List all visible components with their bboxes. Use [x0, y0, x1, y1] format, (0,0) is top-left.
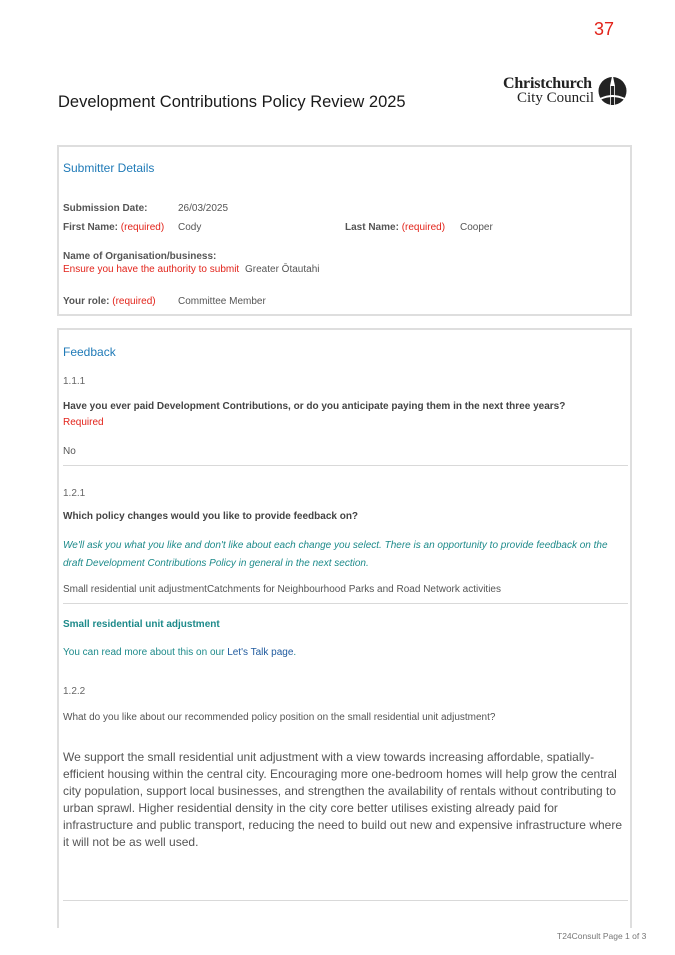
organisation-value: Greater Ōtautahi: [245, 264, 320, 275]
role-label: [63, 295, 156, 308]
cathedral-icon: [597, 74, 628, 106]
page-number: 37: [594, 19, 615, 39]
organisation-authority-note: Ensure you have the authority to submit: [63, 264, 240, 275]
question-number-1-1-1: 1.1.1: [63, 376, 86, 387]
answer-1-2-1: Small residential unit adjustmentCatchments for Neighbourhood Parks and Road Network activities: [63, 584, 501, 595]
question-1-2-1: Which policy changes would you like to provide feedback on?: [63, 511, 359, 522]
answer-1-1-1: No: [63, 446, 76, 457]
role-required: (required): [112, 296, 156, 307]
logo-line1: Christchurch: [503, 75, 592, 92]
page-footer: T24Consult Page 1 of 3: [557, 931, 647, 941]
question-1-2-1-note: We'll ask you what you like and don't like about each change you select. There is an opportunity to provide feedback on the draft Development Contributions Policy in general in the next section.: [63, 540, 608, 569]
question-1-1-1-required: Required: [63, 417, 104, 428]
first-name-label: [63, 221, 164, 234]
read-more-prefix: You can read more about this on our: [63, 647, 228, 658]
lets-talk-link[interactable]: Let's Talk page: [227, 647, 294, 658]
question-number-1-2-1: 1.2.1: [63, 488, 86, 499]
question-1-2-2: What do you like about our recommended policy position on the small residential unit adjustment?: [63, 712, 496, 723]
divider: [63, 603, 628, 604]
read-more-text: [63, 646, 296, 659]
feedback-heading: Feedback: [63, 345, 116, 359]
last-name-label-text: Last Name:: [345, 222, 399, 233]
question-1-1-1: Have you ever paid Development Contributions, or do you anticipate paying them in the next three years?: [63, 401, 566, 412]
divider: [63, 465, 628, 466]
read-more-suffix: .: [293, 647, 297, 658]
last-name-value: Cooper: [460, 222, 493, 233]
document-title: Development Contributions Policy Review 2025: [58, 93, 406, 111]
council-logo: [503, 73, 629, 109]
submission-date-label: Submission Date:: [63, 203, 148, 214]
first-name-label-text: First Name:: [63, 222, 119, 233]
feedback-panel: [57, 328, 632, 928]
answer-1-2-2: We support the small residential unit adjustment with a view towards increasing affordable, spatially-efficient housing within the central city. Encouraging more one-bedroom homes will help grow the central city population, support local businesses, and strengthen the availability of rentals without contributing to urban sprawl. Higher residential density in the city core better utilises existing already paid for infrastructure and public transport, reducing the need to build out new and expensive infrastructure where it will not be as well used.: [63, 750, 622, 849]
role-value: Committee Member: [178, 296, 266, 307]
divider: [63, 900, 628, 901]
submitter-details-panel: [57, 145, 632, 316]
last-name-required: (required): [401, 222, 446, 233]
last-name-label: [345, 221, 445, 234]
role-label-text: Your role:: [63, 296, 110, 307]
organisation-label: Name of Organisation/business:: [63, 251, 217, 262]
submission-date-value: 26/03/2025: [178, 203, 229, 214]
first-name-value: Cody: [178, 222, 202, 233]
logo-line2: City Council: [517, 90, 595, 106]
organisation-row: [63, 263, 319, 276]
small-residential-unit-heading: Small residential unit adjustment: [63, 619, 220, 630]
first-name-required: (required): [120, 222, 165, 233]
question-number-1-2-2: 1.2.2: [63, 686, 86, 697]
submitter-details-heading: Submitter Details: [63, 161, 155, 175]
